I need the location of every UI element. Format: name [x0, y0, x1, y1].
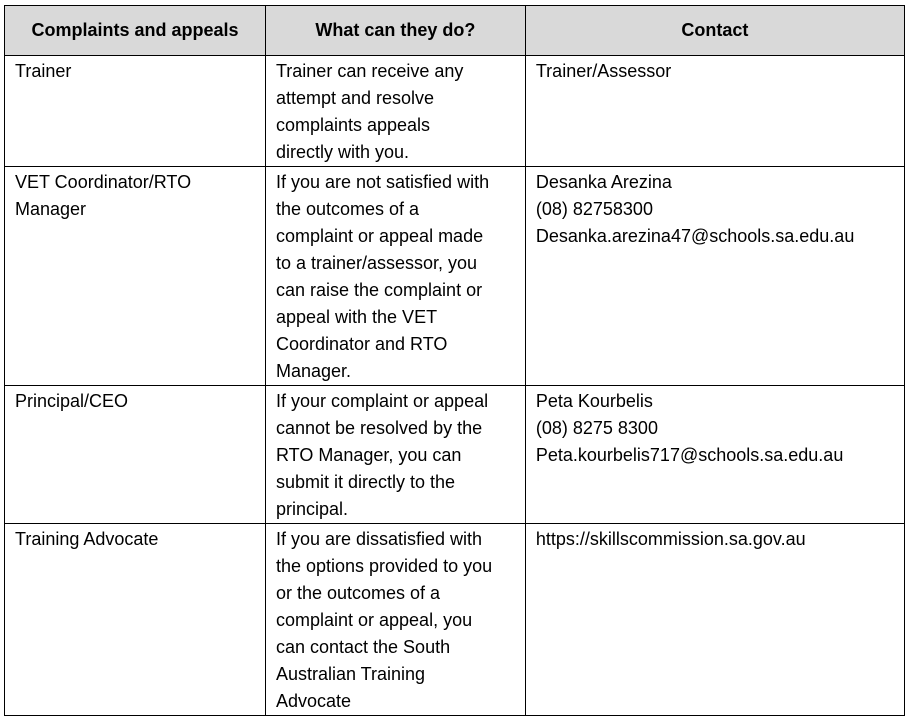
contact-line: Peta Kourbelis	[535, 391, 653, 411]
header-what-can-they-do: What can they do?	[265, 6, 525, 56]
action-line: the outcomes of a	[275, 199, 420, 219]
action-line: If you are not satisfied with	[275, 172, 490, 192]
cell-action	[265, 167, 525, 386]
action-line: complaint or appeal, you	[275, 610, 473, 630]
action-line: Coordinator and RTO	[275, 334, 448, 354]
action-line: can raise the complaint or	[275, 280, 483, 300]
action-line: the options provided to you	[275, 556, 493, 576]
header-contact: Contact	[525, 6, 904, 56]
cell-action	[265, 56, 525, 167]
cell-role	[5, 524, 266, 716]
action-line: attempt and resolve	[275, 88, 435, 108]
role-line: Training Advocate	[15, 529, 159, 549]
action-line: Manager.	[275, 361, 352, 381]
action-line: Australian Training	[275, 664, 426, 684]
cell-role	[5, 386, 266, 524]
cell-role	[5, 167, 266, 386]
contact-line: Desanka Arezina	[535, 172, 672, 192]
action-line: cannot be resolved by the	[275, 418, 483, 438]
action-line: submit it directly to the	[275, 472, 456, 492]
action-line: can contact the South	[275, 637, 451, 657]
action-line: or the outcomes of a	[275, 583, 441, 603]
role-line: Manager	[15, 199, 87, 219]
cell-action	[265, 386, 525, 524]
action-line: Trainer can receive any	[275, 61, 464, 81]
contact-line: Trainer/Assessor	[535, 61, 672, 81]
cell-role	[5, 56, 266, 167]
action-line: to a trainer/assessor, you	[275, 253, 478, 273]
action-line: principal.	[275, 499, 349, 519]
action-line: complaints appeals	[275, 115, 431, 135]
header-row	[5, 6, 905, 56]
role-line: Trainer	[15, 61, 72, 81]
role-line: VET Coordinator/RTO	[15, 172, 192, 192]
action-line: appeal with the VET	[275, 307, 438, 327]
table-row	[5, 56, 905, 167]
contact-line: https://skillscommission.sa.gov.au	[535, 529, 806, 549]
action-line: complaint or appeal made	[275, 226, 484, 246]
role-line: Principal/CEO	[15, 391, 129, 411]
contact-line: Peta.kourbelis717@schools.sa.edu.au	[535, 445, 844, 465]
cell-contact	[525, 524, 904, 716]
table-row	[5, 524, 905, 716]
complaints-appeals-table	[4, 5, 905, 716]
contact-line: (08) 8275 8300	[535, 418, 658, 438]
action-line: If you are dissatisfied with	[275, 529, 483, 549]
cell-action	[265, 524, 525, 716]
action-line: directly with you.	[275, 142, 410, 162]
cell-contact	[525, 167, 904, 386]
table-row	[5, 167, 905, 386]
cell-contact	[525, 56, 904, 167]
action-line: RTO Manager, you can	[275, 445, 462, 465]
header-complaints-and-appeals: Complaints and appeals	[5, 6, 266, 56]
action-line: Advocate	[275, 691, 352, 711]
contact-line: (08) 82758300	[535, 199, 653, 219]
action-line: If your complaint or appeal	[275, 391, 489, 411]
contact-line: Desanka.arezina47@schools.sa.edu.au	[535, 226, 855, 246]
cell-contact	[525, 386, 904, 524]
table-row	[5, 386, 905, 524]
